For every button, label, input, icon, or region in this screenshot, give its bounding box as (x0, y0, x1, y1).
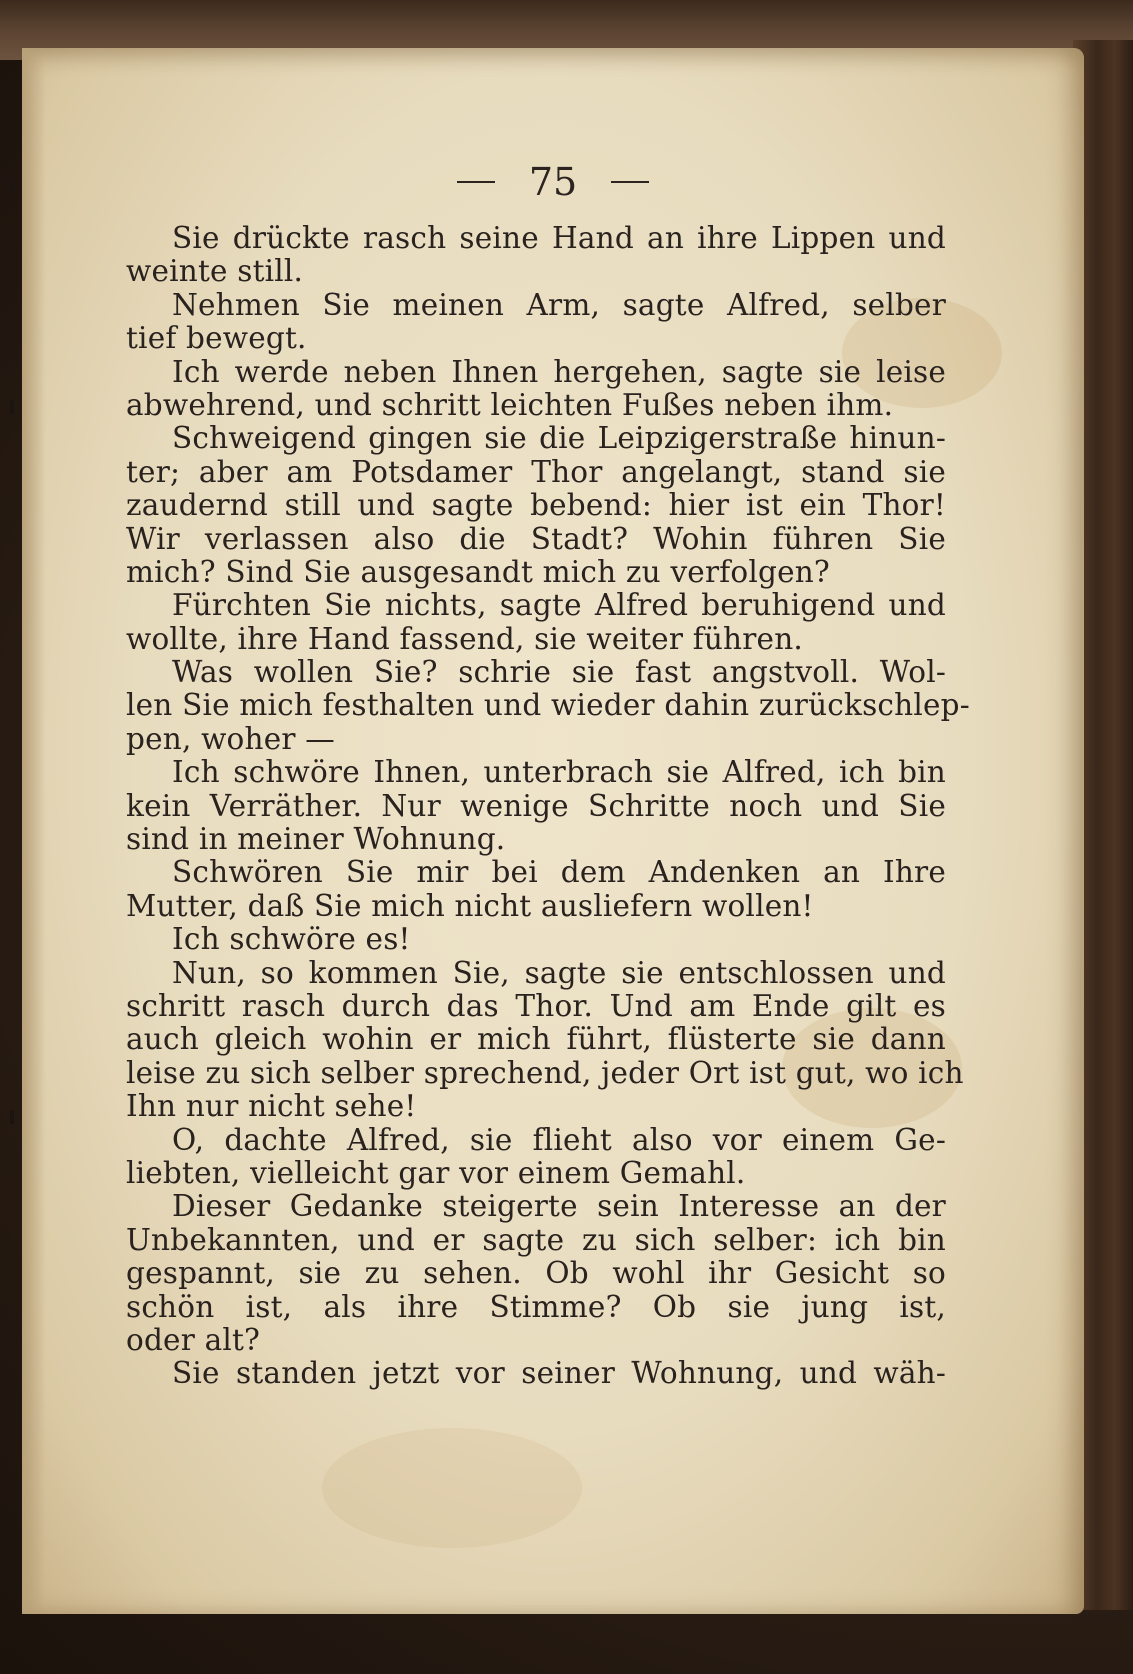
header-dash-right (611, 181, 649, 183)
spine-tick (10, 180, 14, 194)
spine-tick (10, 400, 14, 414)
book-page (22, 48, 1084, 1614)
text-line: gespannt, sie zu sehen. Ob wohl ihr Gesicht so (126, 1256, 946, 1291)
paper-stain (322, 1428, 582, 1548)
text-line: sind in meiner Wohnung. (126, 822, 506, 857)
body-text (126, 221, 970, 1391)
text-line: kein Verräther. Nur wenige Schritte noch und Sie (126, 788, 946, 823)
text-line: Schwören Sie mir bei dem Andenken an Ihre (172, 855, 946, 890)
text-line: Nehmen Sie meinen Arm, sagte Alfred, selber (172, 287, 946, 322)
spine-marks (10, 170, 16, 1470)
text-line: liebten, vielleicht gar vor einem Gemahl. (126, 1155, 746, 1190)
text-line: ter; aber am Potsdamer Thor angelangt, stand sie (126, 454, 946, 489)
text-line: Ich werde neben Ihnen hergehen, sagte sie leise (172, 354, 946, 389)
text-line: zaudernd still und sagte bebend: hier ist ein Thor! (126, 488, 946, 523)
text-line: Ich schwöre Ihnen, unterbrach sie Alfred, ich bin (172, 755, 946, 790)
text-line: weinte still. (126, 254, 304, 289)
text-line: Nun, so kommen Sie, sagte sie entschlossen und (172, 955, 946, 990)
page-header (22, 156, 1084, 216)
text-line: O, dachte Alfred, sie flieht also vor einem Ge- (172, 1122, 946, 1157)
text-line: auch gleich wohin er mich führt, flüsterte sie dann (126, 1022, 946, 1057)
text-line: Dieser Gedanke steigerte sein Interesse an der (172, 1189, 946, 1224)
text-line: tief bewegt. (126, 321, 307, 356)
text-line: abwehrend, und schritt leichten Fußes neben ihm. (126, 387, 894, 422)
header-dash-left (457, 181, 495, 183)
text-line: Unbekannten, und er sagte zu sich selber: ich bin (126, 1222, 946, 1257)
text-line: Wir verlassen also die Stadt? Wohin führen Sie (126, 521, 946, 556)
text-line: mich? Sind Sie ausgesandt mich zu verfolgen? (126, 554, 830, 589)
text-line: Mutter, daß Sie mich nicht ausliefern wollen! (126, 888, 814, 923)
text-line: schön ist, als ihre Stimme? Ob sie jung ist, (126, 1289, 946, 1324)
text-line: Sie standen jetzt vor seiner Wohnung, und wäh- (172, 1356, 946, 1391)
text-line: pen, woher — (126, 721, 335, 756)
text-line: wollte, ihre Hand fassend, sie weiter führen. (126, 621, 803, 656)
text-line: len Sie mich festhalten und wieder dahin zurückschlep- (126, 688, 970, 723)
text-line: schritt rasch durch das Thor. Und am Ende gilt es (126, 988, 946, 1023)
page-number: 75 (528, 159, 578, 204)
text-line: Sie drückte rasch seine Hand an ihre Lippen und (172, 221, 946, 255)
page-gutter (22, 48, 46, 1614)
text-line: Fürchten Sie nichts, sagte Alfred beruhigend und (172, 588, 946, 623)
text-line: oder alt? (126, 1322, 261, 1357)
text-line: Schweigend gingen sie die Leipzigerstraße hinun- (172, 421, 946, 456)
text-line: Ihn nur nicht sehe! (126, 1089, 417, 1124)
text-line: Was wollen Sie? schrie sie fast angstvoll. Wol- (172, 655, 946, 690)
text-line: leise zu sich selber sprechend, jeder Ort ist gut, wo ich (126, 1055, 964, 1090)
spine-tick (10, 1110, 14, 1124)
text-line: Ich schwöre es! (172, 922, 411, 957)
